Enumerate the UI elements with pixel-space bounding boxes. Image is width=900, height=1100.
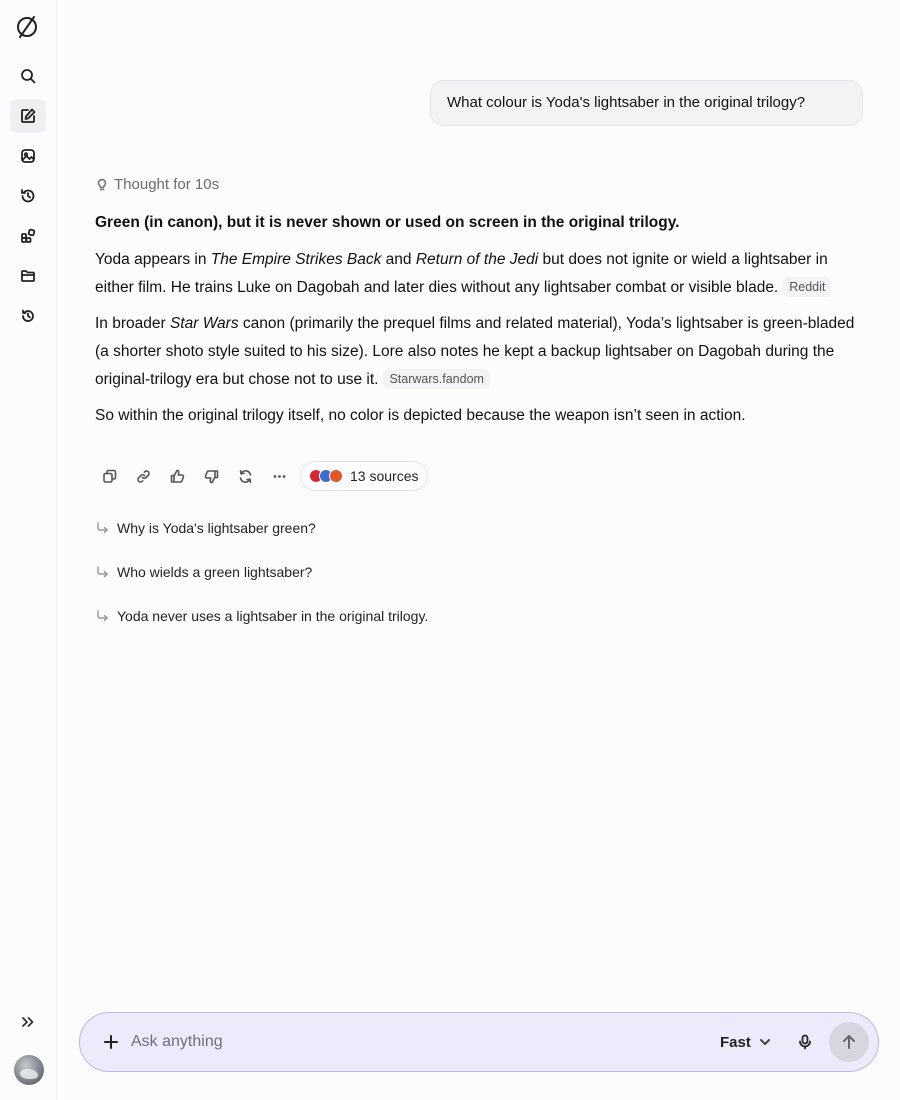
regenerate-button[interactable] xyxy=(228,462,262,490)
arrow-up-icon xyxy=(841,1034,857,1050)
sidebar-history-button[interactable] xyxy=(10,179,46,213)
answer-paragraph-3: So within the original trilogy itself, no color is depicted because the weapon isn’t seen in action. xyxy=(95,407,746,424)
answer-paragraph-2 xyxy=(95,310,865,394)
image-icon xyxy=(20,148,36,164)
answer-actions xyxy=(92,462,428,490)
clock-rewind-icon xyxy=(20,308,36,324)
related-question[interactable] xyxy=(95,604,695,628)
sidebar-files-button[interactable] xyxy=(10,259,46,293)
voice-input-button[interactable] xyxy=(794,1031,816,1053)
sidebar-new-chat-button[interactable] xyxy=(10,99,46,133)
source-favicons xyxy=(309,469,343,483)
apps-icon xyxy=(20,228,36,244)
link-icon xyxy=(136,469,151,484)
send-button[interactable] xyxy=(829,1022,869,1062)
related-question[interactable] xyxy=(95,560,695,584)
user-message: What colour is Yoda's lightsaber in the original trilogy? xyxy=(430,80,863,126)
refresh-icon xyxy=(238,469,253,484)
mode-label: Fast xyxy=(720,1033,751,1051)
folder-icon xyxy=(20,268,36,284)
logo-icon[interactable] xyxy=(14,14,42,42)
text: but does not ignite or wield a lightsaber in either film. He trains Luke on Dagobah and later dies without any lightsaber combat or visible blade. xyxy=(95,251,828,296)
search-icon xyxy=(20,68,36,84)
sidebar xyxy=(0,0,57,1100)
edit-icon xyxy=(20,108,36,124)
sources-count: 13 sources xyxy=(350,468,419,484)
lightbulb-icon xyxy=(95,177,109,191)
share-link-button[interactable] xyxy=(126,462,160,490)
history-icon xyxy=(20,188,36,204)
arrow-reply-icon xyxy=(95,609,109,623)
more-options-button[interactable] xyxy=(262,462,296,490)
thumbs-up-button[interactable] xyxy=(160,462,194,490)
sidebar-search-button[interactable] xyxy=(10,59,46,93)
text: Yoda appears in xyxy=(95,251,211,268)
attach-button[interactable] xyxy=(100,1031,122,1053)
sidebar-recent-button[interactable] xyxy=(10,299,46,333)
sources-button[interactable] xyxy=(300,461,428,491)
thumbs-down-icon xyxy=(204,469,219,484)
related-question[interactable] xyxy=(95,516,695,540)
film-title: The Empire Strikes Back xyxy=(210,251,382,268)
answer-body xyxy=(95,210,865,438)
film-title: Return of the Jedi xyxy=(415,251,539,268)
thought-indicator[interactable] xyxy=(95,174,219,194)
more-icon xyxy=(272,469,287,484)
text: and xyxy=(381,251,416,268)
copy-icon xyxy=(102,469,117,484)
chevron-down-icon xyxy=(759,1036,771,1048)
source-favicon-icon xyxy=(329,469,343,483)
related-question-text: Yoda never uses a lightsaber in the original trilogy. xyxy=(117,608,429,624)
copy-button[interactable] xyxy=(92,462,126,490)
sidebar-apps-button[interactable] xyxy=(10,219,46,253)
thumbs-down-button[interactable] xyxy=(194,462,228,490)
mode-selector[interactable] xyxy=(720,1031,771,1053)
related-question-text: Who wields a green lightsaber? xyxy=(117,564,313,580)
thumbs-up-icon xyxy=(170,469,185,484)
arrow-reply-icon xyxy=(95,521,109,535)
composer xyxy=(79,1012,879,1072)
ask-input[interactable] xyxy=(131,1029,691,1055)
answer-paragraph-1 xyxy=(95,246,865,302)
citation-reddit[interactable]: Reddit xyxy=(783,277,831,297)
sidebar-expand-button[interactable] xyxy=(16,1012,40,1032)
citation-starwars-fandom[interactable]: Starwars.fandom xyxy=(383,369,489,389)
related-question-text: Why is Yoda's lightsaber green? xyxy=(117,520,316,536)
thought-label: Thought for 10s xyxy=(114,175,220,193)
plus-icon xyxy=(103,1034,119,1050)
franchise-name: Star Wars xyxy=(169,315,239,332)
text: canon (primarily the prequel films and related material), Yoda’s lightsaber is green-bladed (a shorter shoto style suited to his size). Lore also notes he kept a backup lightsaber on Dagobah during the original-trilogy era but chose not to use it. xyxy=(95,315,855,388)
double-chevron-right-icon xyxy=(21,1015,35,1029)
avatar[interactable] xyxy=(14,1055,44,1085)
text: In broader xyxy=(95,315,170,332)
arrow-reply-icon xyxy=(95,565,109,579)
answer-headline: Green (in canon), but it is never shown or used on screen in the original trilogy. xyxy=(95,214,680,231)
microphone-icon xyxy=(797,1034,813,1050)
related-questions xyxy=(95,516,695,648)
sidebar-images-button[interactable] xyxy=(10,139,46,173)
